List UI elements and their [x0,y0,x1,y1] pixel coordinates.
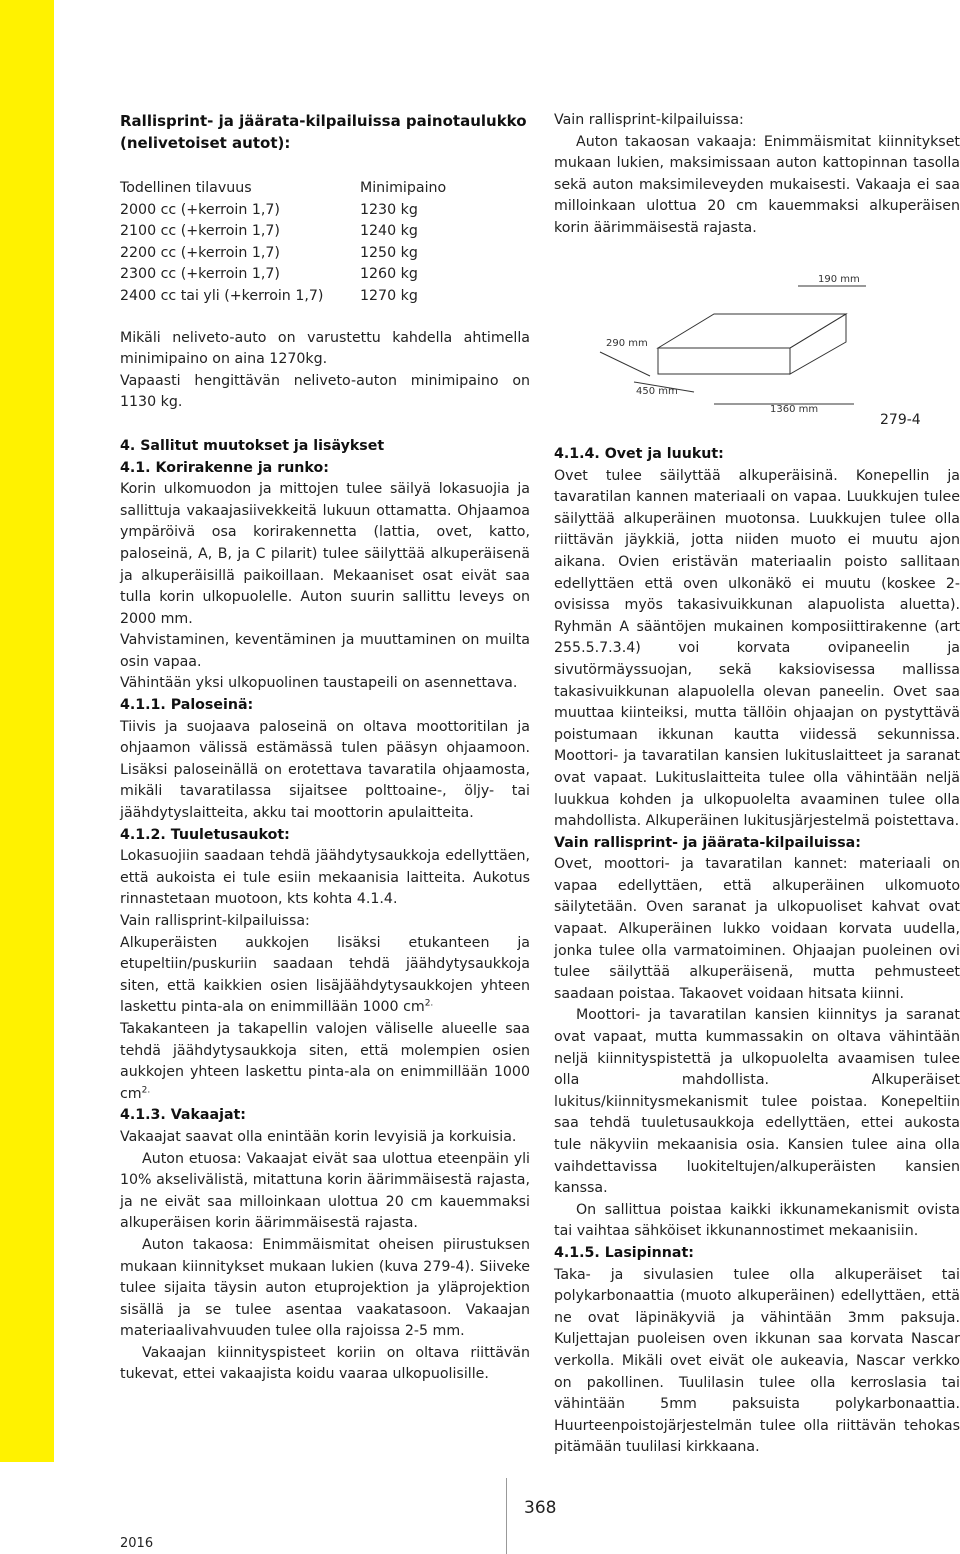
rallisprint-note: Vain rallisprint-kilpailuissa: [554,112,744,128]
section-4-1-3-heading: 4.1.3. Vakaajat: [120,1107,246,1124]
displacement-cell: 2200 cc (+kerroin 1,7) [120,244,280,261]
table-row [120,221,530,243]
section-4-1-paragraph: Vähintään yksi ulkopuolinen taustapeili on asennettava. [120,675,518,692]
section-4-1-4-subheading: Vain rallisprint- ja jäärata-kilpailuissa: [554,834,861,851]
weight-cell: 1240 kg [360,223,418,240]
weight-table-title: Rallisprint- ja jäärata-kilpailuissa painotaulukko (nelivetoiset autot): [120,112,527,152]
left-column [120,110,530,1386]
section-4-1-3-paragraph: Auton takaosa: Enimmäismitat oheisen piirustuksen mukaan kiinnitykset mukaan lukien (kuva 279-4). Siiveke tulee sijaita täysin auton etuprojektion ja yläprojektion sisällä ja se tulee asentaa vaakatasoon. Vakaajan materiaalivahvuuden tulee olla rajoissa 2-5 mm. [120,1236,530,1340]
rear-wing-paragraph: Auton takaosan vakaaja: Enimmäismitat kiinnitykset mukaan lukien, maksimissaan auton kattopinnan tasolla sekä auton maksimileveyden mukaisesti. Vakaaja ei saa milloinkaan ulottua 20 cm kauemmaksi alkuperäisen korin äärimmäisestä rajasta. [554,133,960,236]
weight-table [120,178,530,308]
right-column-top [554,110,960,240]
table-row [120,200,530,222]
page-number: 368 [524,1498,557,1518]
weight-cell: 1260 kg [360,266,418,283]
section-4-1-4-paragraph: On sallittua poistaa kaikki ikkunamekanismit ovista tai vaihtaa sähköiset ikkunannostimet mekaanisiin. [554,1201,960,1240]
table-row [120,286,530,308]
footer-divider [506,1478,507,1554]
superscript: 2. [141,1085,151,1096]
section-4-1-2-heading: 4.1.2. Tuuletusaukot: [120,826,290,843]
section-4-1-2-subheading: Vain rallisprint-kilpailuissa: [120,913,310,929]
dim-label-190: 190 mm [818,274,860,285]
header-displacement: Todellinen tilavuus [120,180,252,196]
twin-turbo-note: Mikäli neliveto-auto on varustettu kahdella ahtimella minimipaino on aina 1270kg. [120,329,530,368]
displacement-cell: 2100 cc (+kerroin 1,7) [120,223,280,240]
weight-cell: 1250 kg [360,244,418,261]
section-4-1-1-paragraph: Tiivis ja suojaava paloseinä on oltava moottoritilan ja ohjaamon välissä estämässä tulen pääsyn ohjaamoon. Lisäksi paloseinällä on erotettava tavaratila ohjaamosta, mikäli tavaratilassa sijaitsee polttoaine-, öljy- tai jäähdytyslaitteita, akku tai moottorin apulaitteita. [120,718,530,822]
wing-side-face [790,314,846,374]
weight-cell: 1230 kg [360,201,418,218]
superscript: 2. [424,998,434,1009]
section-4-1-1-heading: 4.1.1. Paloseinä: [120,697,254,714]
side-color-bar [0,0,54,1462]
displacement-cell: 2400 cc tai yli (+kerroin 1,7) [120,287,324,304]
wing-front-face [658,348,790,374]
dim-label-290: 290 mm [606,338,648,349]
section-4-1-2-paragraph [120,933,530,1019]
section-4-1-3-paragraph: Vakaajat saavat olla enintään korin levyisiä ja korkuisia. [120,1128,517,1145]
displacement-cell: 2300 cc (+kerroin 1,7) [120,266,280,283]
section-4-1-2-paragraph [120,1019,530,1105]
section-4-1-heading: 4.1. Korirakenne ja runko: [120,459,329,476]
right-column-body [554,444,960,1459]
table-row [120,264,530,286]
section-4-1-3-paragraph: Vakaajan kiinnityspisteet koriin on oltava riittävän tukevat, ettei vakaajista koidu vaaraa ulkopuolisille. [120,1344,530,1383]
section-4-1-paragraph: Vahvistaminen, keventäminen ja muuttaminen on muilta osin vapaa. [120,632,530,670]
section-4-1-2-paragraph: Lokasuojiin saadaan tehdä jäähdytysaukkoja edellyttäen, että aukoista ei tule esiin mekaanisia laitteita. Aukotus rinnastetaan muotoon, kts kohta 4.1.4. [120,848,530,908]
dim-label-450: 450 mm [636,386,678,397]
section-4-1-5-paragraph: Taka- ja sivulasien tulee olla alkuperäiset tai polykarbonaattia (muoto alkuperäinen) edellyttäen, että ne ovat läpinäkyviä ja vähintään 3mm paksuja. Kuljettajan puoleisen oven ikkunan saa korvata Nascar verkolla. Mikäli ovet eivät ole aukeavia, Nascar verkko on pakollinen. Tuulilasin tulee olla kerroslasia tai vähintään 5mm paksuista polykarbonaattia. Huurteenpoistojärjestelmän tulee olla riittävän tehokas pitämään tuulilasi kirkkaana. [554,1266,960,1456]
weight-cell: 1270 kg [360,287,418,304]
section-4-1-4-paragraph: Ovet, moottori- ja tavaratilan kannet: materiaali on vapaa edellyttäen, että alkuperäinen ulkomuoto säilytetään. Oven saranat ja ulkopuoliset kahvat ovat vapaat. Alkuperäinen lukko voidaan korvata uudella, jonka tulee olla varmatoiminen. Ohjaajan puoleinen ovi tulee säilyttää alkuperäisenä, mutta pehmusteet saadaan poistaa. Takaovet voidaan hitsata kiinni. [554,856,960,1002]
dim-line-290 [600,352,650,376]
table-row [120,243,530,265]
weight-table-header [120,178,530,200]
section-4-1-4-heading: 4.1.4. Ovet ja luukut: [554,446,724,462]
section-4-1-3-paragraph: Auton etuosa: Vakaajat eivät saa ulottua eteenpäin yli 10% akselivälistä, mitattuna korin äärimmäisestä rajasta, ja ne eivät saa milloinkaan ulottua 20 cm kauemmaksi alkuperäisen korin äärimmäisestä rajasta. [120,1150,530,1232]
section-4-heading: 4. Sallitut muutokset ja lisäykset [120,437,385,454]
displacement-cell: 2000 cc (+kerroin 1,7) [120,201,280,218]
header-min-weight: Minimipaino [360,180,447,196]
rear-vent-text: Takakanteen ja takapellin valojen väliselle alueelle saa tehdä jäähdytysaukkoja siten, että molempien osien aukkojen yhteen laskettu pinta-ala on enimmillään 1000 cm [120,1020,530,1102]
dim-label-1360: 1360 mm [770,404,819,415]
rear-wing-diagram [554,264,960,436]
na-weight-note: Vapaasti hengittävän neliveto-auton minimipaino on 1130 kg. [120,372,530,411]
footer-year: 2016 [120,1536,154,1551]
section-4-1-paragraph: Korin ulkomuodon ja mittojen tulee säilyä lokasuojia ja sallittuja vakaajasiivekkeitä lukuun ottamatta. Ohjaamoa ympäröivä osa korirakennetta (lattia, ovet, katto, paloseinä, A, B, ja C pilarit) tulee säilyttää alkuperäisenä ja alkuperäisillä paikoillaan. Mekaaniset osat eivät saa tulla korin ulkopuolelle. Auton suurin sallittu leveys on 2000 mm. [120,481,530,627]
section-4-1-4-paragraph: Ovet tulee säilyttää alkuperäisinä. Konepellin ja tavaratilan kannen materiaali on vapaa. Luukkujen tulee säilyttää alkuperäinen muotonsa. Luukkujen tulee olla riittävän jäykkiä, jotta niiden muoto ei muutu ajon aikana. Ovien eristävän materiaalin poisto sallitaan edellyttäen että oven ulkonäkö ei muutu (koskee 2-ovisissa myös takasivuikkunan alapuolista aluetta). Ryhmän A sääntöjen mukainen komposiittirakenne (art 255.5.7.3.4) voi korvata ovipaneelin ja sivutörmäyssuojan, sekä kaksiovisessa mallissa takasivuikkunan alapuolella olevan paneelin. Ovet saa muuttaa kiinteiksi, mutta tällöin ohjaajan on pystyttävä poistumaan ikkunan kautta viidessä sekunnissa. Moottori- ja tavaratilan kansien lukituslaitteet ja saranat ovat vapaat. Lukituslaitteita tulee olla vähintään neljä luukkua kohden ja ulkopuolelta avaaminen tulee olla mahdollista. Alkuperäinen lukitusjärjestelmä poistettava. [554,467,960,830]
front-vent-text: Alkuperäisten aukkojen lisäksi etukanteen ja etupeltiin/puskuriin saadaan tehdä jäähdytysaukkoja siten, että kaikkien osien lisäjäähdytysaukkojen yhteen laskettu pinta-ala on enimmillään 1000 cm [120,934,530,1016]
figure-label: 279-4 [880,412,921,428]
section-4-1-4-paragraph: Moottori- ja tavaratilan kansien kiinnitys ja saranat ovat vapaat, mutta kummassakin on oltava vähintään neljä kiinnityspistettä ja ulkopuolelta avaamisen tulee olla mahdollista. Alkuperäiset lukitus/kiinnitysmekanismit tulee poistaa. Konepeltiin saa tehdä tuuletusaukkoja edellyttäen, ettei aukosta tule näkyviin mekaanisia osia. Kansien tulee aina olla vaihdettavissa luokiteltujen/alkuperäisten kansien kanssa. [554,1007,960,1197]
section-4-1-5-heading: 4.1.5. Lasipinnat: [554,1244,694,1261]
